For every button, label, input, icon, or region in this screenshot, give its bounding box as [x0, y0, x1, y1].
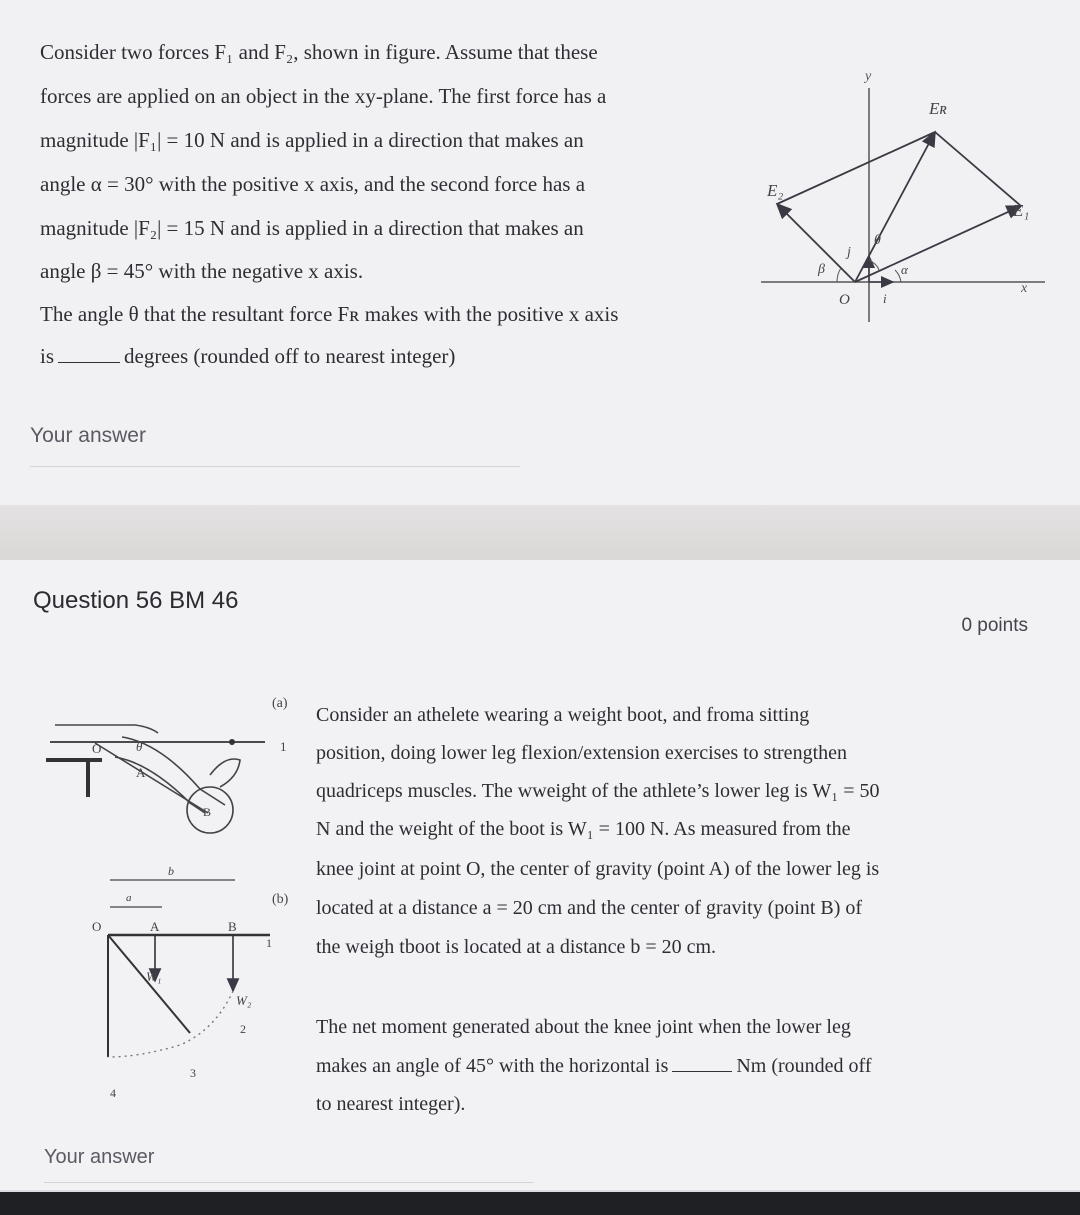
- taskbar-strip: [0, 1192, 1080, 1215]
- q55-force-diagram: [755, 60, 1055, 330]
- fig-label-b: (b): [272, 892, 289, 907]
- label-A-a: A: [136, 765, 146, 780]
- q56-title: Question 56 BM 46: [33, 587, 239, 614]
- q55-line-5: magnitude |F₂| = 15 N and is applied in a direction that makes an: [40, 216, 584, 240]
- q55-degrees-text: degrees (rounded off to nearest integer): [124, 344, 456, 368]
- seat-bracket: [46, 760, 102, 797]
- i-label: i: [883, 291, 887, 306]
- leg-axis-line: [95, 743, 208, 813]
- label-O-b: O: [92, 919, 102, 934]
- q56-answer-label: Your answer: [44, 1146, 155, 1168]
- label-b: b: [168, 864, 174, 878]
- q56-prefix: makes an angle of 45° with the horizontal is: [316, 1055, 669, 1077]
- diagonal-leg-line: [108, 935, 190, 1033]
- q56-points: 0 points: [961, 615, 1028, 636]
- q56-leg-diagram: [40, 685, 310, 1105]
- ref-line-end-dot: [229, 739, 235, 745]
- q56-line-4: N and the weight of the boot is W₁ = 100 N. As measured from the: [316, 818, 851, 840]
- q56-line-8: The net moment generated about the knee joint when the lower leg: [316, 1016, 851, 1038]
- label-theta-a: θ: [136, 739, 143, 754]
- theta-arc: [869, 260, 879, 270]
- label-B-b: B: [228, 919, 237, 934]
- fr-label: Eʀ: [929, 99, 947, 118]
- q56-line-2: position, doing lower leg flexion/extension exercises to strengthen: [316, 742, 847, 764]
- q55-line-2: forces are applied on an object in the xy-plane. The first force has a: [40, 84, 607, 108]
- q56-line-6: located at a distance a = 20 cm and the center of gravity (point B) of: [316, 897, 863, 919]
- q55-is-text: is: [40, 344, 55, 368]
- label-1-a: 1: [280, 739, 287, 754]
- f2-vector: [777, 204, 855, 282]
- theta-label: θ: [874, 233, 881, 248]
- q55-line-6: angle β = 45° with the negative x axis.: [40, 259, 364, 283]
- f2-to-fr-line: [777, 132, 935, 204]
- y-axis-label: y: [865, 69, 872, 84]
- q55-line-4: angle α = 30° with the positive x axis, and the second force has a: [40, 172, 586, 196]
- foot-outline: [210, 759, 240, 787]
- q56-line-10: to nearest integer).: [316, 1093, 466, 1115]
- label-B-a: B: [203, 805, 212, 819]
- f2-label: E₂: [767, 181, 784, 200]
- x-axis-label: x: [1021, 281, 1028, 296]
- origin-label: O: [839, 292, 850, 308]
- q56-line-7: the weigh tboot is located at a distance b = 20 cm.: [316, 936, 717, 958]
- label-A-b: A: [150, 919, 160, 934]
- f1-label: E₁: [1013, 201, 1030, 220]
- lower-leg-outline: [115, 737, 225, 813]
- q56-line-3: quadriceps muscles. The wweight of the athlete’s lower leg is W₁ = 50: [316, 780, 880, 802]
- q56-line-1: Consider an athelete wearing a weight boot, and froma sitting: [316, 704, 810, 726]
- label-3: 3: [190, 1066, 196, 1080]
- label-1-b: 1: [266, 936, 272, 950]
- q55-line-1: Consider two forces F₁ and F₂, shown in figure. Assume that these: [40, 40, 598, 64]
- label-2: 2: [240, 1022, 246, 1036]
- label-a: a: [126, 892, 132, 904]
- q55-answer-label: Your answer: [30, 424, 146, 447]
- fig-label-a: (a): [272, 696, 288, 711]
- q55-line-3: magnitude |F₁| = 10 N and is applied in a direction that makes an: [40, 128, 584, 152]
- q55-line-8: [40, 344, 455, 369]
- label-W2: W₂: [236, 993, 252, 1008]
- q56-line-9: [316, 1055, 872, 1078]
- card-separator: [0, 505, 1080, 565]
- j-label: j: [847, 245, 851, 260]
- fr-vector: [855, 132, 935, 282]
- q56-line-5: knee joint at point O, the center of gravity (point A) of the lower leg is: [316, 858, 880, 880]
- q56-blank: [672, 1071, 732, 1072]
- label-4: 4: [110, 1086, 116, 1100]
- f1-to-fr-line: [935, 132, 1021, 206]
- alpha-label: α: [901, 262, 908, 277]
- label-O-a: O: [92, 741, 102, 756]
- thigh-outline: [55, 725, 158, 733]
- beta-arc: [837, 268, 841, 282]
- q55-line-7: The angle θ that the resultant force Fʀ makes with the positive x axis: [40, 302, 619, 326]
- beta-label: β: [818, 262, 825, 277]
- q55-answer-input[interactable]: [30, 466, 520, 467]
- q55-blank: [58, 362, 120, 363]
- q56-answer-input[interactable]: [44, 1182, 534, 1183]
- label-W1: W₁: [146, 969, 162, 984]
- dotted-arc: [108, 991, 233, 1057]
- q56-suffix: Nm (rounded off: [736, 1055, 872, 1077]
